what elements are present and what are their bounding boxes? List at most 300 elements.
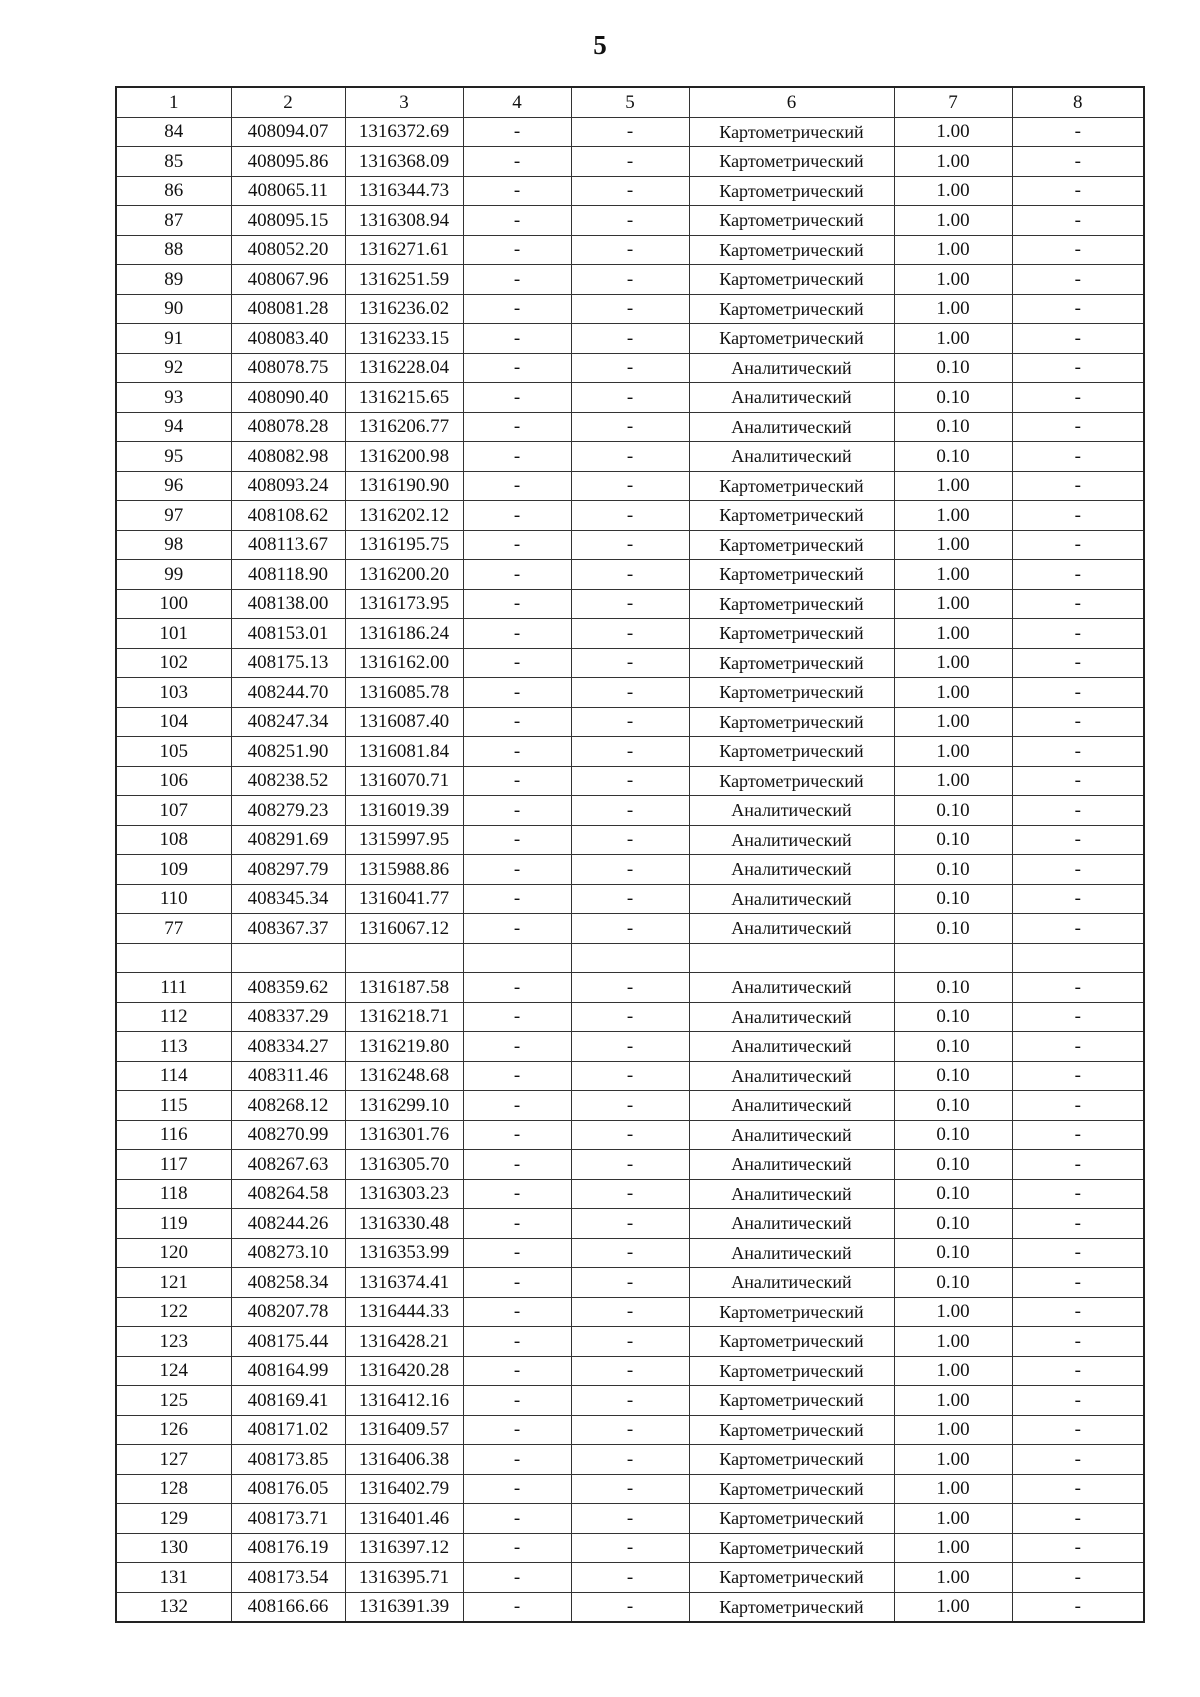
method-cell: Картометрический [689,1474,894,1504]
method-cell: Картометрический [689,1592,894,1622]
y-coordinate-cell: 1316190.90 [345,471,463,501]
x-coordinate-cell: 408244.70 [231,678,345,708]
x-coordinate-cell: 408090.40 [231,383,345,413]
point-number-cell: 105 [116,737,231,767]
y-coordinate-cell: 1316248.68 [345,1061,463,1091]
x-coordinate-cell: 408176.19 [231,1533,345,1563]
x-coordinate-cell: 408095.86 [231,147,345,177]
accuracy-cell: 0.10 [894,1061,1012,1091]
y-coordinate-cell: 1316195.75 [345,530,463,560]
col-4-cell: - [463,294,571,324]
col-5-cell: - [571,1032,689,1062]
col-8-cell: - [1012,1327,1144,1357]
x-coordinate-cell: 408093.24 [231,471,345,501]
col-8-cell: - [1012,1297,1144,1327]
point-number-cell: 106 [116,766,231,796]
y-coordinate-cell: 1316173.95 [345,589,463,619]
accuracy-cell: 0.10 [894,1091,1012,1121]
y-coordinate-cell: 1316303.23 [345,1179,463,1209]
col-5-cell: - [571,766,689,796]
col-5-cell: - [571,1179,689,1209]
method-cell: Картометрический [689,619,894,649]
col-8-cell: - [1012,1150,1144,1180]
accuracy-cell: 1.00 [894,1445,1012,1475]
point-number-cell: 111 [116,973,231,1003]
col-5-cell: - [571,324,689,354]
method-cell: Картометрический [689,117,894,147]
method-cell: Аналитический [689,884,894,914]
accuracy-cell: 1.00 [894,1297,1012,1327]
y-coordinate-cell: 1316305.70 [345,1150,463,1180]
col-5-cell: - [571,235,689,265]
y-coordinate-cell: 1316402.79 [345,1474,463,1504]
table-row [116,1386,1144,1416]
accuracy-cell: 1.00 [894,1327,1012,1357]
point-number-cell: 130 [116,1533,231,1563]
accuracy-cell: 1.00 [894,648,1012,678]
col-5-cell: - [571,530,689,560]
accuracy-cell: 1.00 [894,530,1012,560]
col-8-cell: - [1012,648,1144,678]
point-number-cell: 125 [116,1386,231,1416]
col-5-cell: - [571,619,689,649]
point-number-cell: 108 [116,825,231,855]
col-4-cell: - [463,1356,571,1386]
col-8-cell: - [1012,1209,1144,1239]
method-cell: Аналитический [689,1268,894,1298]
col-4-cell: - [463,1091,571,1121]
point-number-cell: 84 [116,117,231,147]
col-5-cell: - [571,147,689,177]
col-5-cell: - [571,1002,689,1032]
col-5-cell [571,943,689,973]
point-number-cell: 107 [116,796,231,826]
col-8-cell: - [1012,235,1144,265]
col-4-cell: - [463,1445,571,1475]
point-number-cell: 92 [116,353,231,383]
point-number-cell: 101 [116,619,231,649]
table-row [116,1297,1144,1327]
x-coordinate-cell: 408081.28 [231,294,345,324]
col-8-cell: - [1012,117,1144,147]
col-8-cell: - [1012,1386,1144,1416]
point-number-cell: 89 [116,265,231,295]
table-row [116,1268,1144,1298]
point-number-cell: 113 [116,1032,231,1062]
col-4-cell: - [463,1297,571,1327]
y-coordinate-cell: 1316206.77 [345,412,463,442]
method-cell: Картометрический [689,766,894,796]
table-row [116,973,1144,1003]
method-cell: Картометрический [689,1415,894,1445]
accuracy-cell: 1.00 [894,1592,1012,1622]
col-8-cell: - [1012,914,1144,944]
col-4-cell: - [463,589,571,619]
method-cell: Картометрический [689,737,894,767]
y-coordinate-cell: 1316070.71 [345,766,463,796]
col-4-cell: - [463,1327,571,1357]
table-row [116,1209,1144,1239]
col-8-cell: - [1012,678,1144,708]
col-4-cell: - [463,884,571,914]
accuracy-cell: 1.00 [894,117,1012,147]
col-8-cell: - [1012,501,1144,531]
point-number-cell: 103 [116,678,231,708]
point-number-cell: 129 [116,1504,231,1534]
accuracy-cell: 1.00 [894,1386,1012,1416]
col-4-cell: - [463,1592,571,1622]
col-4-cell: - [463,353,571,383]
y-coordinate-cell: 1316087.40 [345,707,463,737]
method-cell: Картометрический [689,530,894,560]
col-4-cell: - [463,383,571,413]
method-cell: Аналитический [689,1091,894,1121]
col-4-cell: - [463,501,571,531]
x-coordinate-cell: 408297.79 [231,855,345,885]
x-coordinate-cell: 408244.26 [231,1209,345,1239]
x-coordinate-cell: 408279.23 [231,796,345,826]
y-coordinate-cell: 1316395.71 [345,1563,463,1593]
y-coordinate-cell: 1316412.16 [345,1386,463,1416]
x-coordinate-cell: 408078.75 [231,353,345,383]
page-number: 5 [593,30,607,60]
col-4-cell: - [463,648,571,678]
col-4-cell: - [463,206,571,236]
col-8-cell: - [1012,1563,1144,1593]
col-4-cell: - [463,1179,571,1209]
col-5-cell: - [571,1150,689,1180]
col-5-cell: - [571,589,689,619]
method-cell: Картометрический [689,589,894,619]
col-5-cell: - [571,353,689,383]
accuracy-cell: 1.00 [894,1563,1012,1593]
accuracy-cell: 1.00 [894,206,1012,236]
point-number-cell: 127 [116,1445,231,1475]
method-cell: Картометрический [689,560,894,590]
x-coordinate-cell: 408164.99 [231,1356,345,1386]
x-coordinate-cell: 408094.07 [231,117,345,147]
accuracy-cell: 1.00 [894,1504,1012,1534]
col-8-cell: - [1012,766,1144,796]
table-row [116,1002,1144,1032]
col-4-cell: - [463,1150,571,1180]
method-cell: Аналитический [689,1150,894,1180]
col-4-cell: - [463,1504,571,1534]
col-5-cell: - [571,1209,689,1239]
accuracy-cell: 0.10 [894,353,1012,383]
col-8-cell: - [1012,1356,1144,1386]
accuracy-cell: 0.10 [894,1238,1012,1268]
x-coordinate-cell: 408176.05 [231,1474,345,1504]
accuracy-cell: 1.00 [894,678,1012,708]
col-8-cell: - [1012,206,1144,236]
col-8-cell: - [1012,147,1144,177]
col-8-cell: - [1012,1032,1144,1062]
method-cell: Аналитический [689,412,894,442]
col-5-cell: - [571,560,689,590]
col-4-cell: - [463,796,571,826]
method-cell: Картометрический [689,1386,894,1416]
y-coordinate-cell: 1316215.65 [345,383,463,413]
point-number-cell [116,943,231,973]
table-row [116,383,1144,413]
method-cell: Аналитический [689,1238,894,1268]
table-row [116,1592,1144,1622]
col-8-cell: - [1012,1091,1144,1121]
col-4-cell: - [463,1563,571,1593]
accuracy-cell: 1.00 [894,1474,1012,1504]
y-coordinate-cell: 1316019.39 [345,796,463,826]
table-row [116,678,1144,708]
table-row [116,147,1144,177]
accuracy-cell: 1.00 [894,766,1012,796]
table-row [116,1504,1144,1534]
table-row [116,294,1144,324]
point-number-cell: 88 [116,235,231,265]
x-coordinate-cell: 408113.67 [231,530,345,560]
header-col-1: 1 [116,87,231,117]
table-row [116,1356,1144,1386]
method-cell: Картометрический [689,501,894,531]
accuracy-cell: 1.00 [894,294,1012,324]
col-5-cell: - [571,1091,689,1121]
x-coordinate-cell: 408367.37 [231,914,345,944]
y-coordinate-cell: 1316236.02 [345,294,463,324]
x-coordinate-cell: 408169.41 [231,1386,345,1416]
col-4-cell: - [463,1209,571,1239]
y-coordinate-cell: 1316219.80 [345,1032,463,1062]
table-row [116,501,1144,531]
col-5-cell: - [571,1356,689,1386]
point-number-cell: 86 [116,176,231,206]
y-coordinate-cell: 1316085.78 [345,678,463,708]
point-number-cell: 97 [116,501,231,531]
col-8-cell: - [1012,176,1144,206]
accuracy-cell: 1.00 [894,176,1012,206]
header-col-8: 8 [1012,87,1144,117]
y-coordinate-cell: 1316397.12 [345,1533,463,1563]
header-col-4: 4 [463,87,571,117]
point-number-cell: 120 [116,1238,231,1268]
col-8-cell: - [1012,530,1144,560]
accuracy-cell: 1.00 [894,737,1012,767]
accuracy-cell: 1.00 [894,235,1012,265]
col-5-cell: - [571,117,689,147]
table-row [116,1415,1144,1445]
y-coordinate-cell: 1316041.77 [345,884,463,914]
method-cell: Аналитический [689,1179,894,1209]
col-5-cell: - [571,825,689,855]
point-number-cell: 77 [116,914,231,944]
method-cell: Картометрический [689,324,894,354]
col-4-cell: - [463,1474,571,1504]
table-row [116,1032,1144,1062]
table-row [116,1150,1144,1180]
accuracy-cell: 0.10 [894,1032,1012,1062]
col-8-cell: - [1012,1002,1144,1032]
point-number-cell: 124 [116,1356,231,1386]
header-col-5: 5 [571,87,689,117]
col-4-cell: - [463,265,571,295]
point-number-cell: 132 [116,1592,231,1622]
x-coordinate-cell: 408118.90 [231,560,345,590]
col-5-cell: - [571,383,689,413]
y-coordinate-cell: 1316444.33 [345,1297,463,1327]
col-4-cell: - [463,825,571,855]
col-4-cell [463,943,571,973]
y-coordinate-cell: 1316330.48 [345,1209,463,1239]
col-5-cell: - [571,1592,689,1622]
x-coordinate-cell: 408082.98 [231,442,345,472]
col-5-cell: - [571,1563,689,1593]
y-coordinate-cell: 1316218.71 [345,1002,463,1032]
accuracy-cell: 1.00 [894,147,1012,177]
col-8-cell: - [1012,1415,1144,1445]
col-4-cell: - [463,766,571,796]
y-coordinate-cell: 1316301.76 [345,1120,463,1150]
col-8-cell: - [1012,855,1144,885]
method-cell: Картометрический [689,147,894,177]
table-row [116,855,1144,885]
col-8-cell: - [1012,353,1144,383]
y-coordinate-cell [345,943,463,973]
col-5-cell: - [571,796,689,826]
point-number-cell: 110 [116,884,231,914]
x-coordinate-cell: 408311.46 [231,1061,345,1091]
table-row [116,1445,1144,1475]
x-coordinate-cell: 408258.34 [231,1268,345,1298]
col-5-cell: - [571,442,689,472]
col-4-cell: - [463,412,571,442]
accuracy-cell: 0.10 [894,855,1012,885]
col-8-cell: - [1012,294,1144,324]
y-coordinate-cell: 1316344.73 [345,176,463,206]
accuracy-cell: 1.00 [894,560,1012,590]
accuracy-cell: 0.10 [894,914,1012,944]
table-row [116,1327,1144,1357]
col-4-cell: - [463,324,571,354]
x-coordinate-cell: 408291.69 [231,825,345,855]
col-4-cell: - [463,117,571,147]
table-row [116,235,1144,265]
col-4-cell: - [463,530,571,560]
col-8-cell: - [1012,737,1144,767]
method-cell [689,943,894,973]
method-cell: Аналитический [689,855,894,885]
method-cell: Картометрический [689,471,894,501]
col-8-cell: - [1012,619,1144,649]
col-4-cell: - [463,235,571,265]
accuracy-cell: 1.00 [894,707,1012,737]
col-8-cell: - [1012,1533,1144,1563]
point-number-cell: 96 [116,471,231,501]
col-4-cell: - [463,176,571,206]
accuracy-cell: 1.00 [894,619,1012,649]
table-row [116,737,1144,767]
method-cell: Картометрический [689,1327,894,1357]
y-coordinate-cell: 1316374.41 [345,1268,463,1298]
col-4-cell: - [463,914,571,944]
col-5-cell: - [571,737,689,767]
point-number-cell: 131 [116,1563,231,1593]
table-row [116,1474,1144,1504]
header-col-7: 7 [894,87,1012,117]
col-8-cell: - [1012,707,1144,737]
col-5-cell: - [571,1327,689,1357]
point-number-cell: 94 [116,412,231,442]
col-8-cell: - [1012,560,1144,590]
method-cell: Картометрический [689,1445,894,1475]
method-cell: Картометрический [689,1563,894,1593]
col-8-cell: - [1012,825,1144,855]
y-coordinate-cell: 1316186.24 [345,619,463,649]
point-number-cell: 99 [116,560,231,590]
col-4-cell: - [463,1533,571,1563]
col-4-cell: - [463,855,571,885]
y-coordinate-cell: 1316401.46 [345,1504,463,1534]
y-coordinate-cell: 1316428.21 [345,1327,463,1357]
accuracy-cell: 1.00 [894,324,1012,354]
x-coordinate-cell: 408267.63 [231,1150,345,1180]
x-coordinate-cell: 408138.00 [231,589,345,619]
table-row [116,707,1144,737]
point-number-cell: 85 [116,147,231,177]
accuracy-cell: 1.00 [894,501,1012,531]
col-8-cell [1012,943,1144,973]
point-number-cell: 119 [116,1209,231,1239]
table-row [116,884,1144,914]
col-8-cell: - [1012,265,1144,295]
header-col-3: 3 [345,87,463,117]
x-coordinate-cell [231,943,345,973]
table-row [116,530,1144,560]
y-coordinate-cell: 1316187.58 [345,973,463,1003]
y-coordinate-cell: 1316228.04 [345,353,463,383]
accuracy-cell: 1.00 [894,1415,1012,1445]
col-4-cell: - [463,1415,571,1445]
col-8-cell: - [1012,884,1144,914]
accuracy-cell: 0.10 [894,973,1012,1003]
accuracy-cell: 0.10 [894,1179,1012,1209]
table-row [116,1091,1144,1121]
col-5-cell: - [571,973,689,1003]
y-coordinate-cell: 1316368.09 [345,147,463,177]
x-coordinate-cell: 408337.29 [231,1002,345,1032]
col-4-cell: - [463,442,571,472]
method-cell: Аналитический [689,442,894,472]
y-coordinate-cell: 1316372.69 [345,117,463,147]
point-number-cell: 116 [116,1120,231,1150]
method-cell: Картометрический [689,678,894,708]
point-number-cell: 115 [116,1091,231,1121]
accuracy-cell: 0.10 [894,383,1012,413]
table-row [116,825,1144,855]
table-header-row [116,87,1144,117]
table-row [116,766,1144,796]
col-8-cell: - [1012,1474,1144,1504]
method-cell: Аналитический [689,1120,894,1150]
table-row [116,943,1144,973]
x-coordinate-cell: 408065.11 [231,176,345,206]
col-5-cell: - [571,1238,689,1268]
col-8-cell: - [1012,471,1144,501]
col-5-cell: - [571,1386,689,1416]
method-cell: Картометрический [689,265,894,295]
x-coordinate-cell: 408359.62 [231,973,345,1003]
table-row [116,324,1144,354]
col-4-cell: - [463,973,571,1003]
point-number-cell: 98 [116,530,231,560]
